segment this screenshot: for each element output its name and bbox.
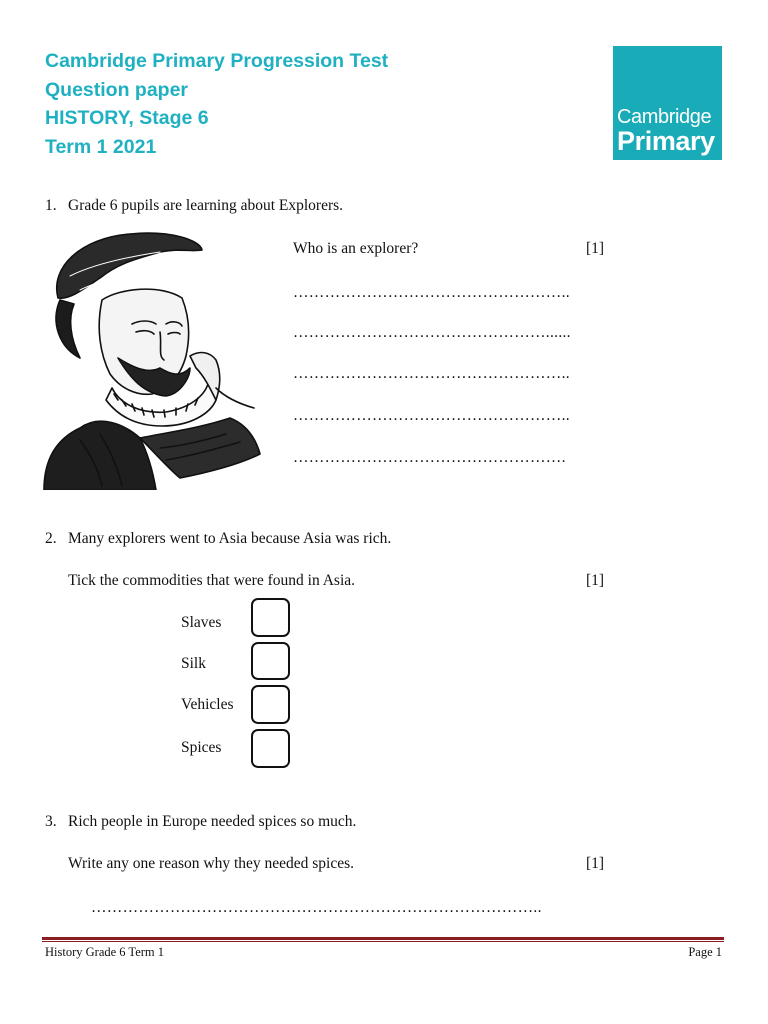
explorer-portrait-image <box>40 228 268 490</box>
question-1-marks: [1] <box>586 240 605 257</box>
page-number: Page 1 <box>688 945 722 959</box>
header-subject: HISTORY, Stage 6 <box>45 107 209 129</box>
question-2-prompt: Tick the commodities that were found in Asia. <box>68 572 355 589</box>
question-1-text: Grade 6 pupils are learning about Explorers. <box>68 197 344 214</box>
answer-line-2[interactable]: …………………………………………...... <box>293 324 571 341</box>
footer-left-text: History Grade 6 Term 1 <box>45 945 165 959</box>
question-1-number: 1. <box>45 197 57 214</box>
question-1-prompt: Who is an explorer? <box>293 240 419 257</box>
option-label-spices: Spices <box>181 739 222 756</box>
answer-line-1[interactable]: …………………………………………….. <box>293 284 570 301</box>
footer-rule <box>42 937 724 940</box>
checkbox-spices[interactable] <box>251 729 290 768</box>
header-term: Term 1 2021 <box>45 135 157 158</box>
checkbox-silk[interactable] <box>251 642 290 680</box>
question-3-number: 3. <box>45 813 57 830</box>
option-label-slaves: Slaves <box>181 614 222 631</box>
paper-header <box>45 47 388 161</box>
cambridge-primary-logo <box>613 46 722 160</box>
option-label-vehicles: Vehicles <box>181 696 234 713</box>
question-2-number: 2. <box>45 530 57 547</box>
option-label-silk: Silk <box>181 655 206 672</box>
answer-line-4[interactable]: …………………………………………….. <box>293 407 570 424</box>
question-3-answer-line[interactable]: ………………………………………………………………………….. <box>91 899 542 916</box>
checkbox-vehicles[interactable] <box>251 685 290 724</box>
footer-rule-thin <box>42 941 724 942</box>
question-3-marks: [1] <box>586 855 605 872</box>
answer-line-3[interactable]: …………………………………………….. <box>293 365 570 382</box>
logo-line2: Primary <box>617 126 715 156</box>
logo-line1: Cambridge <box>617 106 712 128</box>
question-2-text: Many explorers went to Asia because Asia was rich. <box>68 530 392 547</box>
question-2-marks: [1] <box>586 572 605 589</box>
question-3-text: Rich people in Europe needed spices so much. <box>68 813 357 830</box>
question-3-prompt: Write any one reason why they needed spices. <box>68 855 355 872</box>
header-title: Cambridge Primary Progression Test <box>45 50 389 72</box>
checkbox-slaves[interactable] <box>251 598 290 637</box>
header-paper-type: Question paper <box>45 78 189 101</box>
answer-line-5[interactable]: ……………………………………………. <box>293 449 566 466</box>
